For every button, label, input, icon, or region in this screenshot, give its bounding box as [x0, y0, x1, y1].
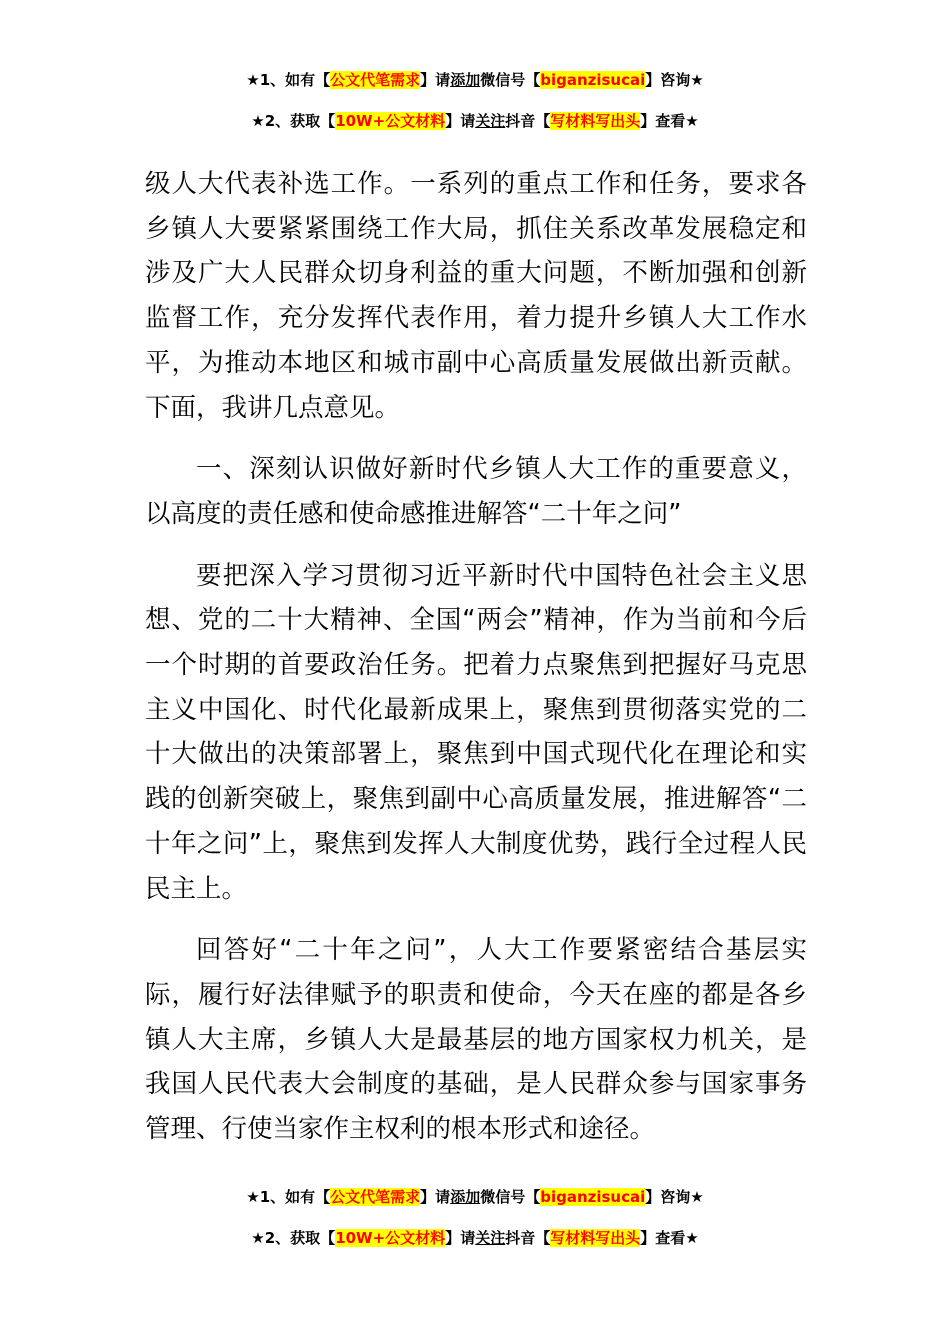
bottom-banner-line-2 [0, 1227, 950, 1249]
banner-text: ★1、如有【 [246, 1188, 331, 1206]
paragraph: 回答好“二十年之问”，人大工作要紧密结合基层实际，履行好法律赋予的职责和使命，今天在座的都是各乡镇人大主席，乡镇人大是最基层的地方国家权力机关，是我国人民代表大会制度的基础，是人民群众参与国家事务管理、行使当家作主权利的根本形式和途径。 [145, 935, 807, 1145]
banner-text: ★1、如有【 [246, 71, 331, 89]
paragraph: 要把深入学习贯彻习近平新时代中国特色社会主义思想、党的二十大精神、全国“两会”精神，作为当前和今后一个时期的首要政治任务。把着力点聚焦到把握好马克思主义中国化、时代化最新成果上，聚焦到贯彻落实党的二十大做出的决策部署上，聚焦到中国式现代化在理论和实践的创新突破上，聚焦到副中心高质量发展，推进解答“二十年之问”上，聚焦到发挥人大制度优势，践行全过程人民民主上。 [145, 560, 807, 904]
banner-text: 抖音【 [505, 112, 551, 130]
banner-highlight: 写材料写出头 [550, 1229, 641, 1247]
top-banner-line-2 [0, 110, 950, 132]
banner-highlight: biganzisucai [540, 71, 646, 89]
banner-text: 】查看★ [640, 1229, 699, 1247]
banner-text: 】咨询★ [645, 71, 704, 89]
banner-highlight: 公文代笔需求 [330, 71, 421, 89]
banner-text: 】请 [420, 1188, 451, 1206]
banner-text: 微信号【 [480, 71, 541, 89]
top-banner-line-1 [0, 69, 950, 91]
banner-highlight: 10W+公文材料 [335, 112, 446, 130]
banner-underlined-text: 关注 [475, 112, 506, 130]
paragraph: 级人大代表补选工作。一系列的重点工作和任务，要求各乡镇人大要紧紧围绕工作大局，抓住关系改革发展稳定和涉及广大人民群众切身利益的重大问题，不断加强和创新监督工作，充分发挥代表作用，着力提升乡镇人大工作水平，为推动本地区和城市副中心高质量发展做出新贡献。下面，我讲几点意见。 [145, 169, 807, 423]
bottom-banner-line-1 [0, 1186, 950, 1208]
banner-text: ★2、获取【 [251, 1229, 336, 1247]
section-heading: 一、深刻认识做好新时代乡镇人大工作的重要意义，以高度的责任感和使命感推进解答“二十年之问” [145, 454, 807, 529]
banner-highlight: biganzisucai [540, 1188, 646, 1206]
banner-text: 】请 [420, 71, 451, 89]
banner-text: 】请 [445, 112, 476, 130]
document-body [145, 162, 807, 1152]
banner-highlight: 写材料写出头 [550, 112, 641, 130]
banner-text: 】咨询★ [645, 1188, 704, 1206]
banner-underlined-text: 添加 [450, 71, 481, 89]
banner-text: 】请 [445, 1229, 476, 1247]
banner-underlined-text: 关注 [475, 1229, 506, 1247]
banner-highlight: 10W+公文材料 [335, 1229, 446, 1247]
banner-text: 】查看★ [640, 112, 699, 130]
banner-text: 抖音【 [505, 1229, 551, 1247]
banner-text: ★2、获取【 [251, 112, 336, 130]
banner-highlight: 公文代笔需求 [330, 1188, 421, 1206]
banner-text: 微信号【 [480, 1188, 541, 1206]
banner-underlined-text: 添加 [450, 1188, 481, 1206]
